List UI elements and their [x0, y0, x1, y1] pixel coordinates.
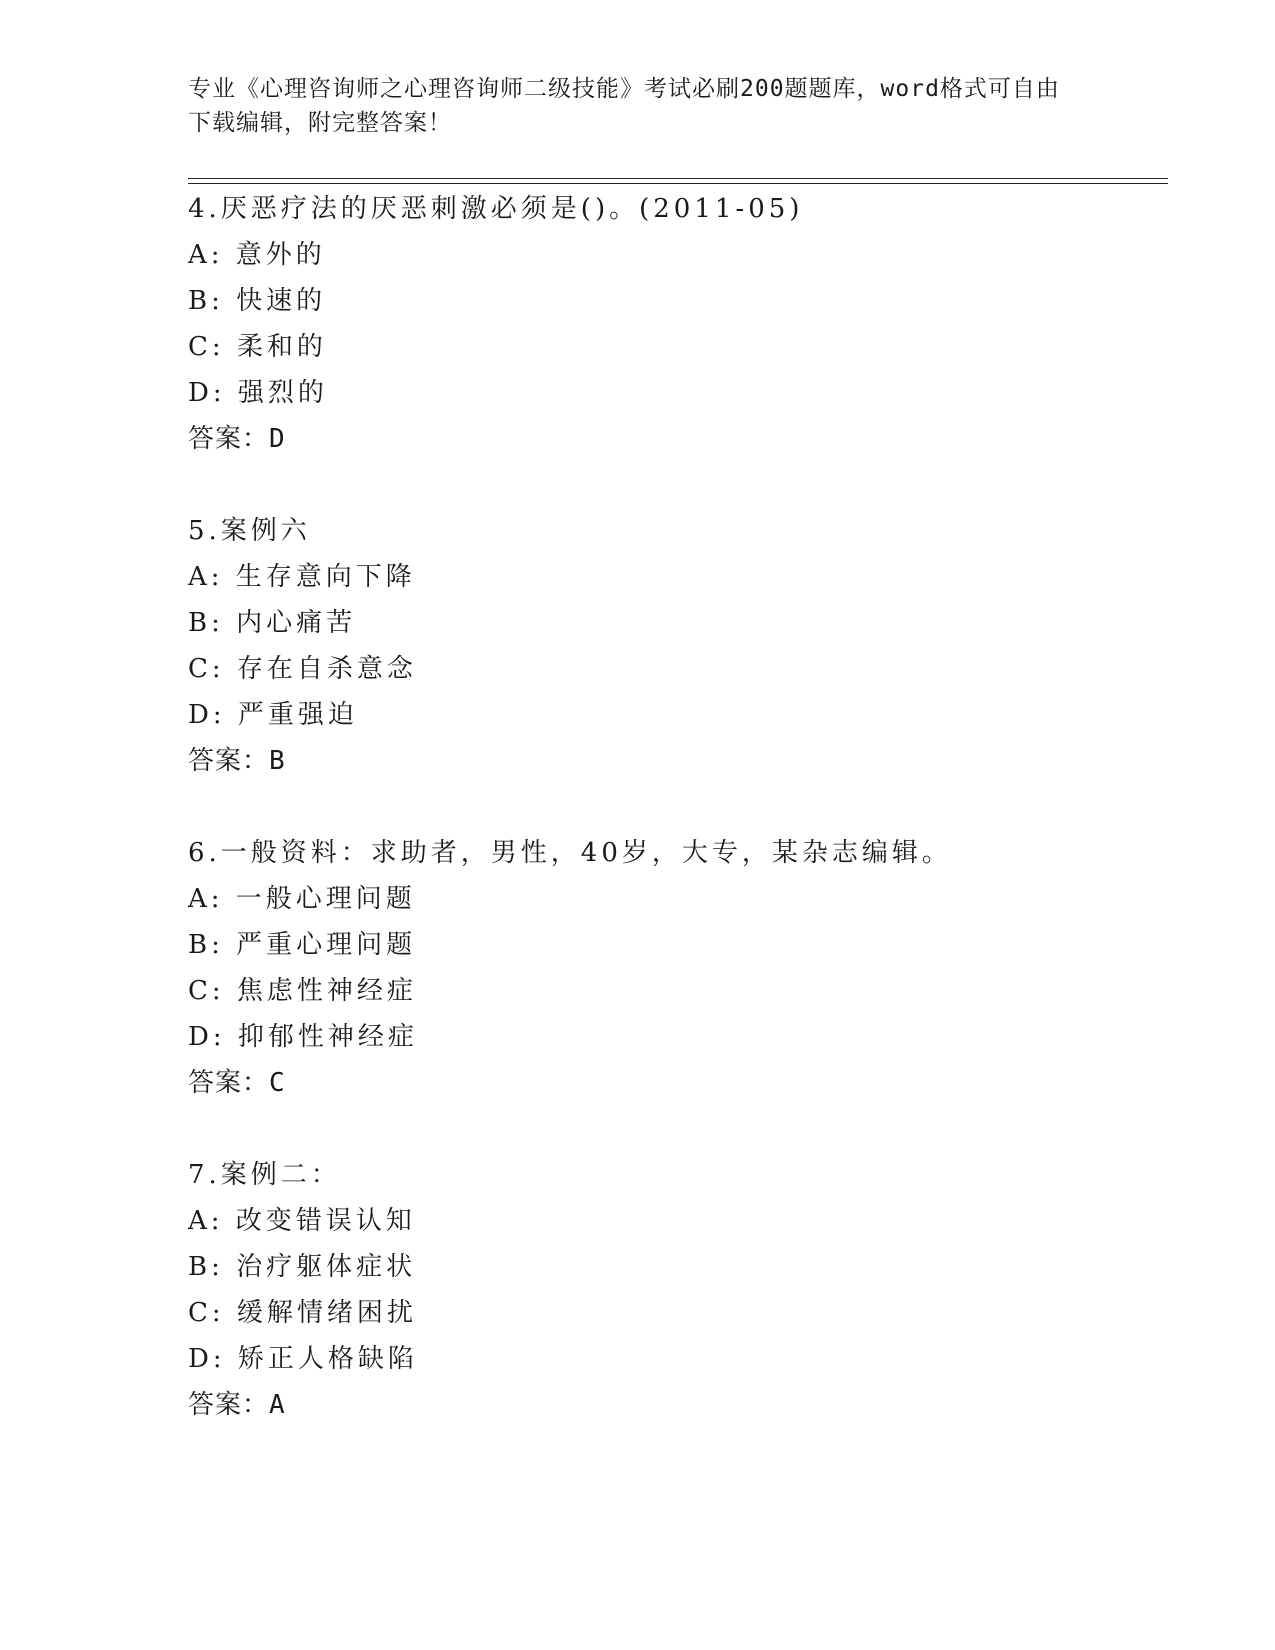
question-title: 7.案例二： — [188, 1160, 341, 1190]
answer-line: 答案：D — [188, 424, 286, 454]
option-a: A: 一般心理问题 — [188, 884, 416, 914]
question-title: 4.厌恶疗法的厌恶刺激必须是()。(2011-05) — [188, 194, 804, 224]
question-title: 6.一般资料：求助者，男性，40岁，大专，某杂志编辑。 — [188, 838, 952, 868]
header-divider — [188, 178, 1168, 184]
document-page — [188, 72, 1168, 1428]
option-d: D: 严重强迫 — [188, 700, 358, 730]
option-d: D: 强烈的 — [188, 378, 328, 408]
question-item — [188, 508, 1168, 784]
option-b: B: 快速的 — [188, 286, 327, 316]
option-b: B: 内心痛苦 — [188, 608, 357, 638]
answer-line: 答案：C — [188, 1068, 286, 1098]
question-item — [188, 1152, 1168, 1428]
question-item — [188, 830, 1168, 1106]
option-d: D: 矫正人格缺陷 — [188, 1344, 418, 1374]
answer-line: 答案：B — [188, 746, 286, 776]
question-item — [188, 186, 1168, 462]
answer-line: 答案：A — [188, 1390, 286, 1420]
option-d: D: 抑郁性神经症 — [188, 1022, 418, 1052]
option-b: B: 严重心理问题 — [188, 930, 417, 960]
question-title: 5.案例六 — [188, 516, 311, 546]
option-c: C: 柔和的 — [188, 332, 327, 362]
option-a: A: 意外的 — [188, 240, 326, 270]
option-a: A: 生存意向下降 — [188, 562, 416, 592]
option-a: A: 改变错误认知 — [188, 1206, 416, 1236]
option-b: B: 治疗躯体症状 — [188, 1252, 417, 1282]
document-header: 专业《心理咨询师之心理咨询师二级技能》考试必刷200题题库，word格式可自由下载编辑，附完整答案！ — [188, 76, 1060, 136]
option-c: C: 缓解情绪困扰 — [188, 1298, 417, 1328]
option-c: C: 焦虑性神经症 — [188, 976, 417, 1006]
option-c: C: 存在自杀意念 — [188, 654, 417, 684]
